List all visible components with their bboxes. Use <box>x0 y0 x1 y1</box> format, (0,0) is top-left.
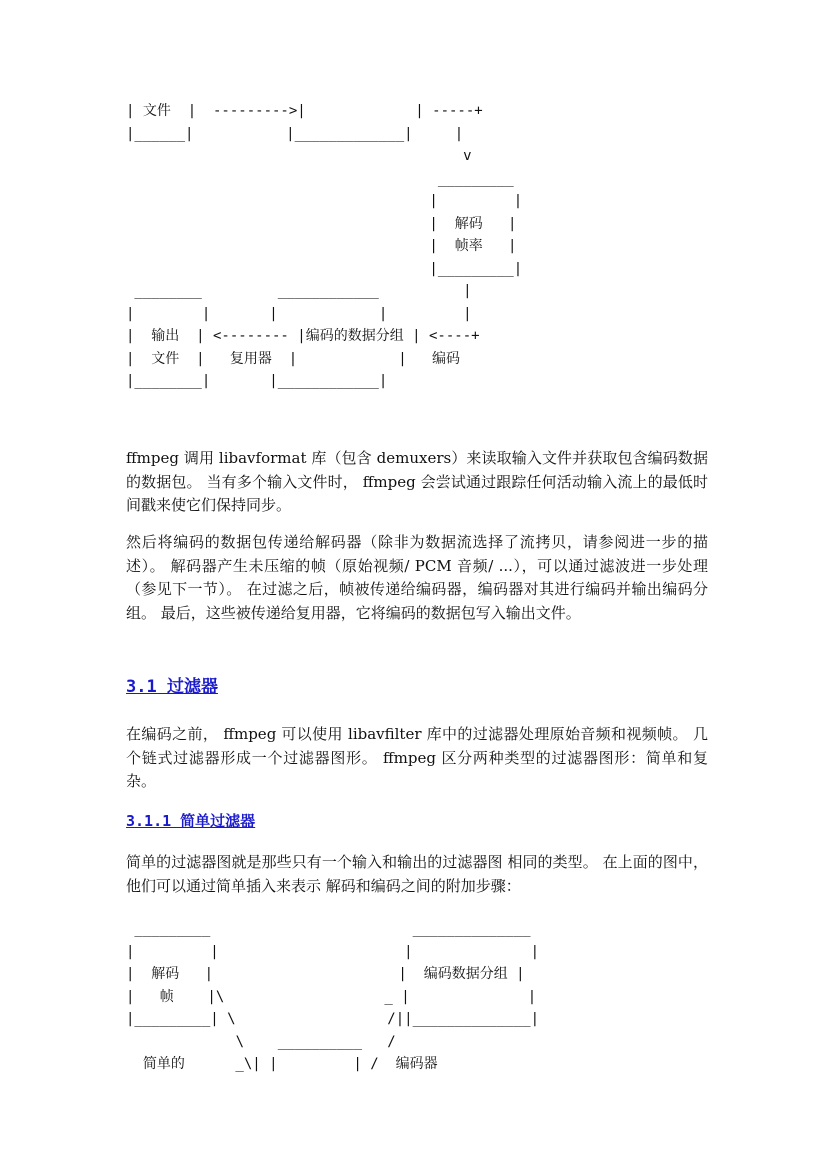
diagram-line: v <box>126 148 472 164</box>
diagram-line: | | | | <box>126 943 540 960</box>
paragraph-simple-filters: 简单的过滤器图就是那些只有一个输入和输出的过滤器图 相同的类型。 在上面的图中，他们可以通过简单插入来表示 解码和编码之间的附加步骤： <box>126 853 708 895</box>
diagram-line: |_________| <box>126 260 523 277</box>
diagram-line: \ __________ / <box>126 1033 396 1050</box>
diagram-line: _________ <box>126 170 514 187</box>
diagram-line: | 文件 | --------->| | -----+ <box>126 103 483 119</box>
diagram-line: |______| |_____________| | <box>126 125 464 142</box>
section-heading-filters[interactable]: 3.1 过滤器 <box>126 677 218 697</box>
diagram-line: | | | | | <box>126 305 472 322</box>
diagram-line: | 帧 |\ _ | | <box>126 988 537 1005</box>
diagram-line: | | <box>126 193 523 209</box>
diagram-line: ________ ____________ | <box>126 283 472 299</box>
diagram-line: | 帧率 | <box>126 238 517 254</box>
section-heading-simple-filters[interactable]: 3.1.1 简单过滤器 <box>126 812 256 830</box>
diagram-line: | 输出 | <-------- |编码的数据分组 | <----+ <box>126 328 480 344</box>
diagram-line: | 解码 | <box>126 215 517 232</box>
diagram-line: |_________| \ /||______________| <box>126 1011 540 1027</box>
paragraph-decode-encode: 然后将编码的数据包传递给解码器（除非为数据流选择了流拷贝，请参阅进一步的描述）。 解码器产生未压缩的帧（原始视频/ PCM 音频/ ...），可以通过滤波进一步处理（参见下一节）。 在过滤之后，帧被传递给编码器，编码器对其进行编码并输出编码分组。 最后，这些被传递给复用器，它将编码的数据包写入输出文件。 <box>126 533 708 622</box>
paragraph-filters-intro: 在编码之前， ffmpeg 可以使用 libavfilter 库中的过滤器处理原始音频和视频帧。 几个链式过滤器形成一个过滤器图形。 ffmpeg 区分两种类型的过滤器图形：简单和复杂。 <box>126 725 708 790</box>
diagram-line: _________ ______________ <box>126 921 531 937</box>
transcoding-pipeline-diagram <box>126 100 522 393</box>
diagram-line: 简单的 _\| | | / 编码器 <box>126 1056 438 1072</box>
diagram-line: |________| |____________| <box>126 373 388 389</box>
diagram-line: | 文件 | 复用器 | | 编码 <box>126 350 461 367</box>
diagram-line: | 解码 | | 编码数据分组 | <box>126 966 525 982</box>
paragraph-demux: ffmpeg 调用 libavformat 库（包含 demuxers）来读取输入文件并获取包含编码数据的数据包。 当有多个输入文件时， ffmpeg 会尝试通过跟踪任何活动输入流上的最低时间戳来使它们保持同步。 <box>126 449 708 514</box>
simple-filtergraph-diagram <box>126 918 539 1076</box>
